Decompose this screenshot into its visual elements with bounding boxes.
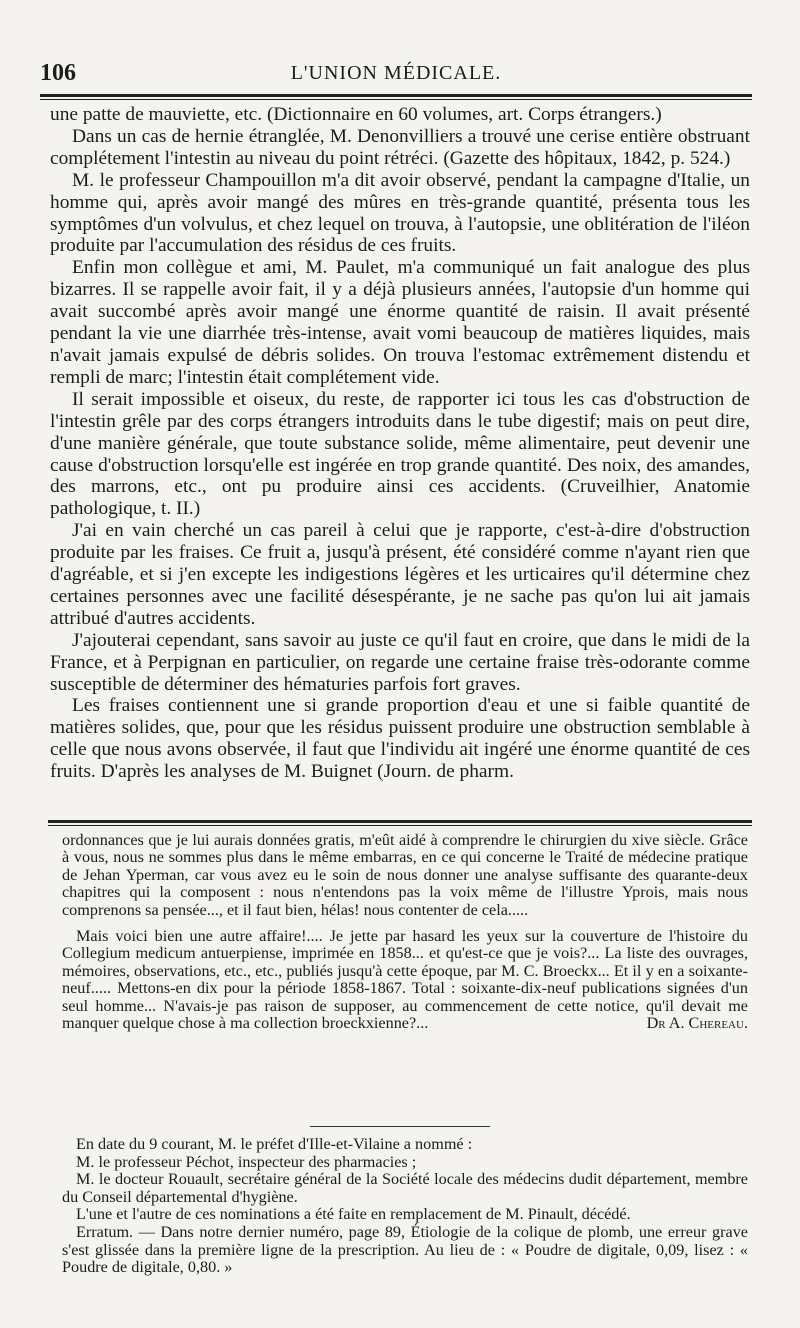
article-paragraph: J'ajouterai cependant, sans savoir au juste ce qu'il faut en croire, que dans le midi de la France, et à Perpignan en particulier, on regarde une certaine fraise très-odorante comme susceptible de déterminer des hématuries parfois fort graves.	[50, 629, 750, 695]
feuilleton-rule	[48, 820, 752, 826]
article-paragraph: une patte de mauviette, etc. (Dictionnaire en 60 volumes, art. Corps étrangers.)	[50, 104, 662, 125]
feuilleton-paragraph: ordonnances que je lui aurais données gratis, m'eût aidé à comprendre le chirurgien du xive siècle. Grâce à vous, nous ne sommes plus dans le même embarras, en ce qui concerne le Traité de médecine pratique de Jehan Yperman, car vous avez eu le soin de nous donner une analyse suffisante des quarante-deux chapitres qui la composent : nous n'entendons pas la voix même de l'illustre Yprois, mais nous comprenons sa pensée..., et il faut bien, hélas! nous contenter de cela.....	[62, 831, 748, 919]
section-divider	[310, 1126, 490, 1127]
article-paragraph: Il serait impossible et oiseux, du reste, de rapporter ici tous les cas d'obstruction de l'intestin grêle par des corps étrangers introduits dans le tube digestif; mais on peut dire, d'une manière générale, que toute substance solide, même alimentaire, peut devenir une cause d'obstruction lorsqu'elle est ingérée en trop grande quantité. Des noix, des amandes, des marrons, etc., ont pu produire ainsi ces accidents. (Cruveilhier, Anatomie pathologique, t. II.)	[50, 388, 750, 520]
article-paragraph: Dans un cas de hernie étranglée, M. Denonvilliers a trouvé une cerise entière obstruant complétement l'intestin au niveau du point rétréci. (Gazette des hôpitaux, 1842, p. 524.)	[50, 125, 750, 169]
news-paragraph: M. le docteur Rouault, secrétaire général de la Société locale des médecins dudit département, membre du Conseil départemental d'hygiène.	[62, 1170, 748, 1206]
feuilleton-text: Mais voici bien une autre affaire!.... Je jette par hasard les yeux sur la couverture de l'histoire du Collegium medicum antuerpiense, imprimée en 1858... et qu'est-ce que je vois?... La liste des ouvrages, mémoires, observations, etc., etc., publiés jusqu'à cette époque, par M. C. Broeckx... Et il y en a soixante-neuf..... Mettons-en dix pour la période 1858-1867. Total : soixante-dix-neuf publications signées d'un seul homme... N'avais-je pas raison de supposer, au commencement de cette notice, qu'il devait me manquer quelque chose à ma collection broeckxienne?...	[62, 927, 748, 1033]
feuilleton-section	[62, 832, 748, 1032]
author-signature: Dr A. Chereau.	[646, 1014, 748, 1033]
article-paragraph: Les fraises contiennent une si grande proportion d'eau et une si faible quantité de matières solides, que, pour que les résidus puissent produire une obstruction semblable à celle que nous avons observée, il faut que l'individu ait ingéré une énorme quantité de ces fruits. D'après les analyses de M. Buignet (Journ. de pharm.	[50, 695, 750, 783]
news-paragraph: L'une et l'autre de ces nominations a été faite en remplacement de M. Pinault, décédé.	[76, 1205, 631, 1224]
article-paragraph: Enfin mon collègue et ami, M. Paulet, m'a communiqué un fait analogue des plus bizarres. Il se rappelle avoir fait, il y a déjà plusieurs années, l'autopsie d'un homme qui avait succombé après avoir mangé une énorme quantité de raisin. Il avait présenté pendant la vie une diarrhée très-intense, avait vomi beaucoup de matières liquides, mais n'avait jamais expulsé de débris solides. On trouva l'estomac extrêmement distendu et rempli de marc; l'intestin était complétement vide.	[50, 257, 750, 388]
feuilleton-paragraph	[62, 928, 748, 1032]
article-body	[50, 104, 750, 783]
header-rule	[40, 94, 752, 100]
page-number: 106	[40, 60, 76, 86]
journal-title: L'UNION MÉDICALE.	[290, 62, 502, 84]
news-section	[62, 1136, 748, 1277]
news-paragraph: En date du 9 courant, M. le préfet d'Ille-et-Vilaine a nommé :	[76, 1135, 473, 1153]
news-paragraph: M. le professeur Péchot, inspecteur des pharmacies ;	[76, 1152, 417, 1171]
erratum-paragraph: Erratum. — Dans notre dernier numéro, page 89, Étiologie de la colique de plomb, une erreur grave s'est glissée dans la première ligne de la prescription. Au lieu de : « Poudre de digitale, 0,09, lisez : « Poudre de digitale, 0,80. »	[62, 1222, 748, 1277]
article-paragraph: J'ai en vain cherché un cas pareil à celui que je rapporte, c'est-à-dire d'obstruction produite par les fraises. Ce fruit a, jusqu'à présent, été considéré comme n'ayant rien que d'agréable, et si j'en excepte les indigestions légères et les urticaires qu'il détermine chez certaines personnes avec une facilité désespérante, je ne sache pas qu'on lui ait jamais attribué d'autres accidents.	[50, 520, 750, 629]
page-header	[40, 58, 752, 92]
article-paragraph: M. le professeur Champouillon m'a dit avoir observé, pendant la campagne d'Italie, un homme qui, après avoir mangé des mûres en très-grande quantité, présenta tous les symptômes d'un volvulus, et chez lequel on trouva, à l'autopsie, une oblitération de l'iléon produite par l'accumulation des résidus de ces fruits.	[50, 169, 750, 257]
